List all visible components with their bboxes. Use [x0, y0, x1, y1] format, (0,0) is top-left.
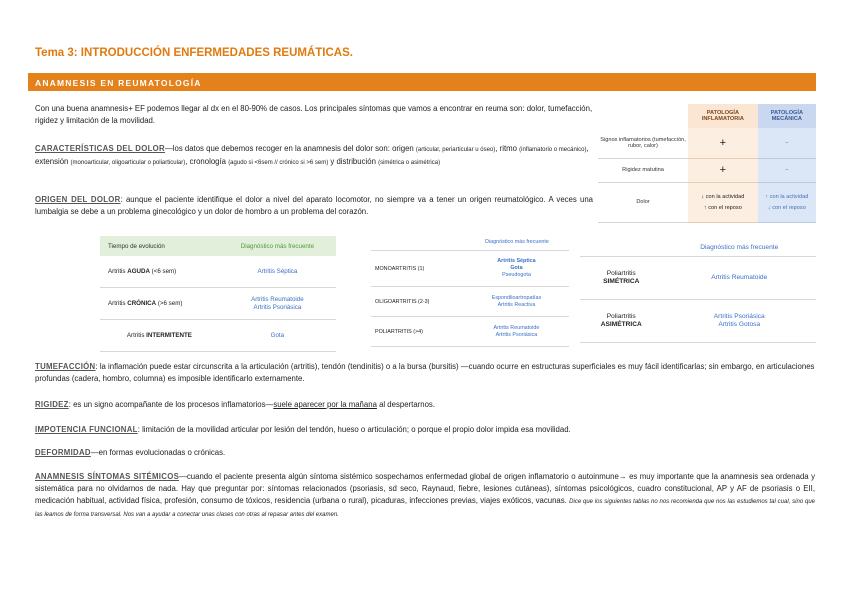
row-label — [580, 300, 662, 343]
pain-characteristics-paragraph — [35, 143, 593, 169]
text: : aunque el paciente identifique el dolor a nivel del aparato locomotor, no siempre va a tener un origen reumatológico. A veces una lumbalgia se debe a un problema ginecológico y un dolor de hombro a un problema del corazón. — [35, 195, 594, 216]
text: (<6 sem) — [149, 268, 177, 275]
text: , extensión — [35, 144, 589, 166]
text: —cuando el paciente presenta algún síntoma sistémico sospechamos enfermedad global de origen inflamatorio o autoinmune→ es muy importante que la anamnesis sea ordenada y sistemática para no olvidarnos de nada. Hay que preguntar por: síntomas relacionados (psoriasis, sd seco, Raynaud, fiebre, lesiones cutáneas), síntomas psicológicos, cuadro constitucional, AP y AF de psoriasis o EII, medicación habitual, actividad física, profesión, consumo de tóxicos, residencia (urbana o rural), picaduras, infecciones previas, viajes exóticos, vacunas. — [35, 472, 816, 505]
text: CRÓNICA — [127, 300, 157, 307]
text: ↓ con el reposo — [767, 204, 806, 211]
text: ↑ con el reposo — [703, 204, 742, 211]
text: (>6 sem) — [156, 300, 183, 307]
diagnosis-cell — [662, 300, 816, 343]
text: —los datos que debemos recoger en la anamnesis del dolor son: origen — [164, 144, 416, 153]
functional-impairment-paragraph — [35, 424, 815, 436]
text: Artritis Reumatoide — [711, 274, 768, 281]
text: Artritis Reumatoide — [251, 295, 304, 303]
cell-minus: – — [758, 128, 816, 158]
functional-impairment-label: IMPOTENCIA FUNCIONAL — [35, 425, 138, 434]
text: Artritis — [108, 268, 128, 275]
row-label — [100, 288, 219, 320]
deformity-paragraph — [35, 447, 815, 459]
row-label — [100, 256, 219, 288]
text: Artritis — [108, 300, 128, 307]
text: SIMÉTRICA — [603, 278, 640, 285]
page-title: Tema 3: INTRODUCCIÓN ENFERMEDADES REUMÁTICAS. — [35, 47, 353, 59]
pain-characteristics-label: CARACTERÍSTICAS DEL DOLOR — [35, 144, 165, 153]
text: : limitación de la movilidad articular por lesión del tendón, hueso o articulación; o porque el propio dolor impida esa movilidad. — [137, 425, 571, 434]
text: (inflamatorio o mecánico) — [519, 147, 587, 153]
text: , cronología — [185, 157, 229, 166]
cell-dolor-inflammatory — [688, 182, 758, 222]
evolution-time-table — [100, 236, 336, 352]
text: Gota — [270, 331, 285, 339]
inflammatory-vs-mechanical-table — [598, 104, 816, 223]
diagnosis-cell — [465, 317, 569, 347]
text: Artritis Reumatoide — [493, 324, 540, 331]
row-label: Rigidez matutina — [598, 158, 688, 182]
text: AGUDA — [127, 268, 150, 275]
section-header — [28, 73, 816, 91]
diagnosis-cell — [465, 287, 569, 317]
header-mechanical: PATOLOGÍA MECÁNICA — [758, 104, 816, 128]
systemic-symptoms-paragraph — [35, 471, 815, 521]
text: : la inflamación puede estar circunscrita a la articulación (artritis), tendón (tendinitis) o a la bursa (bursitis) —cuando ocurre en estructuras superficiales es muy fácil identificarlas; sin embargo, en articulaciones profundas (cadera, hombro, columna) es imposible identificarlo externamente. — [35, 362, 815, 383]
intro-paragraph: Con una buena anamnesis+ EF podemos llegar al dx en el 80-90% de casos. Los principales síntomas que vamos a encontrar en reuma son: dolor, tumefacción, rigidez y limitación de la movilidad. — [35, 104, 593, 125]
text: Gota — [510, 265, 523, 271]
text: ↑ con la actividad — [765, 193, 809, 200]
row-label: OLIGOARTRITIS (2-3) — [371, 287, 465, 317]
text: (simétrica o asimétrica) — [378, 160, 441, 166]
stiffness-paragraph — [35, 399, 815, 411]
text: Artritis — [126, 332, 147, 339]
pain-origin-label: ORIGEN DEL DOLOR — [35, 195, 121, 204]
row-label — [100, 320, 219, 352]
empty-header — [580, 238, 662, 257]
text: (agudo si <6sem // crónico si >6 sem) — [228, 160, 329, 166]
header-inflammatory: PATOLOGÍA INFLAMATORIA — [688, 104, 758, 128]
diagnosis-cell — [465, 251, 569, 287]
text: Artritis Psoriásica — [713, 313, 765, 320]
row-label: MONOARTRITIS (1) — [371, 251, 465, 287]
text: ASIMÉTRICA — [600, 321, 642, 328]
text: INTERMITENTE — [146, 332, 192, 339]
empty-header — [371, 234, 465, 251]
diagnosis-cell — [219, 288, 336, 320]
row-label: POLIARTRITIS (>4) — [371, 317, 465, 347]
text: y distribución — [328, 157, 379, 166]
header-diagnosis: Diagnóstico más frecuente — [219, 236, 336, 256]
distribution-table — [580, 238, 816, 343]
text: Artritis Séptica — [497, 258, 536, 264]
cell-minus: – — [758, 158, 816, 182]
row-label — [580, 257, 662, 300]
text: (articular, periarticular u óseo) — [415, 147, 496, 153]
swelling-label: TUMEFACCIÓN — [35, 362, 96, 371]
cell-dolor-mechanical — [758, 182, 816, 222]
diagnosis-cell — [662, 257, 816, 300]
text: ↓ con la actividad — [701, 193, 745, 200]
text: Artritis Psoriásica — [495, 331, 538, 338]
text: Pseudogota — [502, 272, 531, 278]
row-label: Signos inflamatorios (tumefacción, rubor, calor) — [598, 128, 688, 158]
text: Artritis Séptica — [257, 267, 298, 275]
text: Artritis Gotosa — [718, 321, 761, 328]
text: —en formas evolucionadas o crónicas. — [90, 448, 226, 457]
cell-plus: + — [688, 158, 758, 182]
diagnosis-cell — [219, 320, 336, 352]
text: Espondiloartropatías — [491, 294, 542, 301]
text: : es un signo acompañante de los procesos inflamatorios— — [68, 400, 274, 409]
text: Artritis Reactiva — [497, 301, 536, 308]
deformity-label: DEFORMIDAD — [35, 448, 91, 457]
text: al despertarnos. — [376, 400, 435, 409]
text: Poliartritis — [606, 270, 636, 277]
header-diagnosis: Diagnóstico más frecuente — [465, 234, 569, 251]
text: Artritis Psoriásica — [253, 303, 302, 311]
row-label: Dolor — [598, 182, 688, 222]
text: Poliartritis — [606, 313, 636, 320]
text: suele aparecer por la mañana — [273, 400, 377, 409]
text: (monoarticular, oligoarticular o poliarticular) — [70, 160, 186, 166]
diagnosis-cell — [219, 256, 336, 288]
extension-table — [371, 234, 569, 347]
study-note: Dice que los siguientes tablas no nos recomienda que nos las estudiemos tal cual, sino que las leamos de forma transversal. Nos van a ayudar a conectar unas clases con otras al repasar antes del examen. — [35, 499, 815, 518]
cell-plus: + — [688, 128, 758, 158]
pain-origin-paragraph — [35, 194, 593, 218]
swelling-paragraph — [35, 361, 815, 385]
section-header-label: ANAMNESIS EN REUMATOLOGÍA — [35, 78, 202, 88]
stiffness-label: RIGIDEZ — [35, 400, 69, 409]
systemic-symptoms-label: ANAMNESIS SÍNTOMAS SITÉMICOS — [35, 472, 180, 481]
text: , ritmo — [495, 144, 520, 153]
header-diagnosis: Diagnóstico más frecuente — [662, 238, 816, 257]
empty-cell — [598, 104, 688, 128]
header-evolution-time: Tiempo de evolución — [100, 236, 219, 256]
